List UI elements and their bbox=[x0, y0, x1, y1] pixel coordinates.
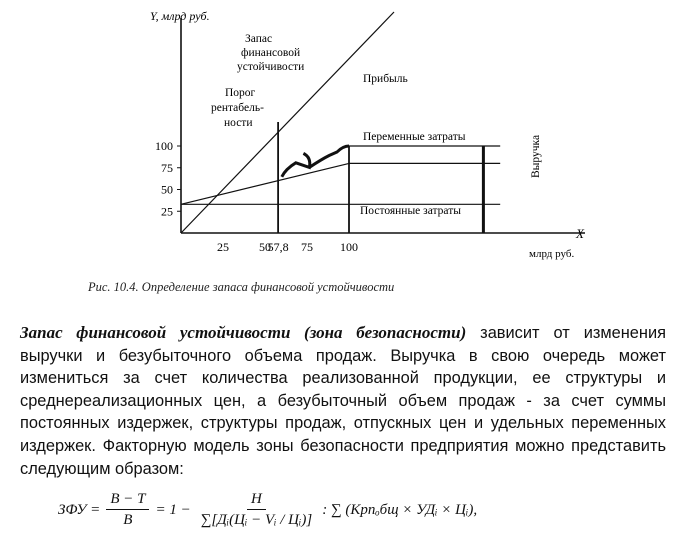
paragraph-lead: Запас финансовой устойчивости (зона безопасности) bbox=[20, 323, 467, 342]
formula-fraction-1-denominator: В bbox=[123, 512, 133, 528]
revenue-vertical-label: Выручка bbox=[530, 134, 542, 178]
formula-rhs: : ∑ (Крnₒбщ × УДᵢ × Цᵢ), bbox=[322, 501, 478, 518]
y-tick-label: 75 bbox=[161, 160, 173, 175]
variable-costs-label: Переменные затраты bbox=[363, 131, 466, 143]
formula-fraction-2-numerator: Н bbox=[247, 491, 266, 510]
series-line-2 bbox=[181, 163, 349, 204]
formula-eq2: = 1 − bbox=[155, 501, 191, 518]
x-tick-label: 100 bbox=[340, 240, 358, 254]
series-line-1 bbox=[181, 12, 394, 233]
threshold-label-2: рентабель- bbox=[211, 102, 264, 114]
formula-fraction-2 bbox=[197, 491, 317, 529]
x-axis-unit: млрд руб. bbox=[529, 248, 575, 260]
paragraph-body: зависит от изменения выручки и безубыточного объема продаж. Выручка в свою очередь может измениться за счет количества реализованной продукции, ее структуры и среднереализационных цен, а безубыточный объем продаж - за счет суммы постоянных издержек, структуры продаж, отпускных цен и удельных переменных издержек. Факторную модель зоны безопасности предприятия можно представить следующим образом: bbox=[20, 324, 666, 478]
figure-caption: Рис. 10.4. Определение запаса финансовой устойчивости bbox=[88, 280, 395, 294]
y-tick-label: 100 bbox=[155, 139, 173, 153]
threshold-label-1: Порог bbox=[225, 87, 256, 99]
zone-label-2: финансовой bbox=[241, 47, 301, 59]
safety-zone-formula bbox=[56, 484, 479, 536]
x-axis-title: X bbox=[576, 226, 584, 241]
x-tick-label: 50 bbox=[259, 240, 271, 254]
body-paragraph bbox=[20, 322, 666, 480]
y-axis-title: Y, млрд руб. bbox=[150, 9, 210, 23]
zone-label-1: Запас bbox=[245, 33, 273, 45]
x-tick-label: 75 bbox=[301, 240, 313, 254]
formula-fraction-2-denominator: ∑[Дᵢ(Цᵢ − Vᵢ / Цᵢ)] bbox=[200, 512, 313, 528]
formula-lhs: ЗФУ = bbox=[58, 501, 101, 518]
formula-fraction-1 bbox=[106, 491, 149, 529]
threshold-label-3: ности bbox=[224, 117, 253, 129]
zone-label-3: устойчивости bbox=[237, 61, 305, 73]
profit-label: Прибыль bbox=[363, 73, 408, 85]
x-tick-label: 25 bbox=[217, 240, 229, 254]
formula-fraction-1-numerator: В − Т bbox=[106, 491, 149, 510]
x-tick-label: 57,8 bbox=[267, 240, 289, 254]
fixed-costs-label: Постоянные затраты bbox=[360, 205, 461, 217]
y-tick-label: 25 bbox=[161, 204, 173, 219]
y-tick-label: 50 bbox=[161, 182, 173, 197]
